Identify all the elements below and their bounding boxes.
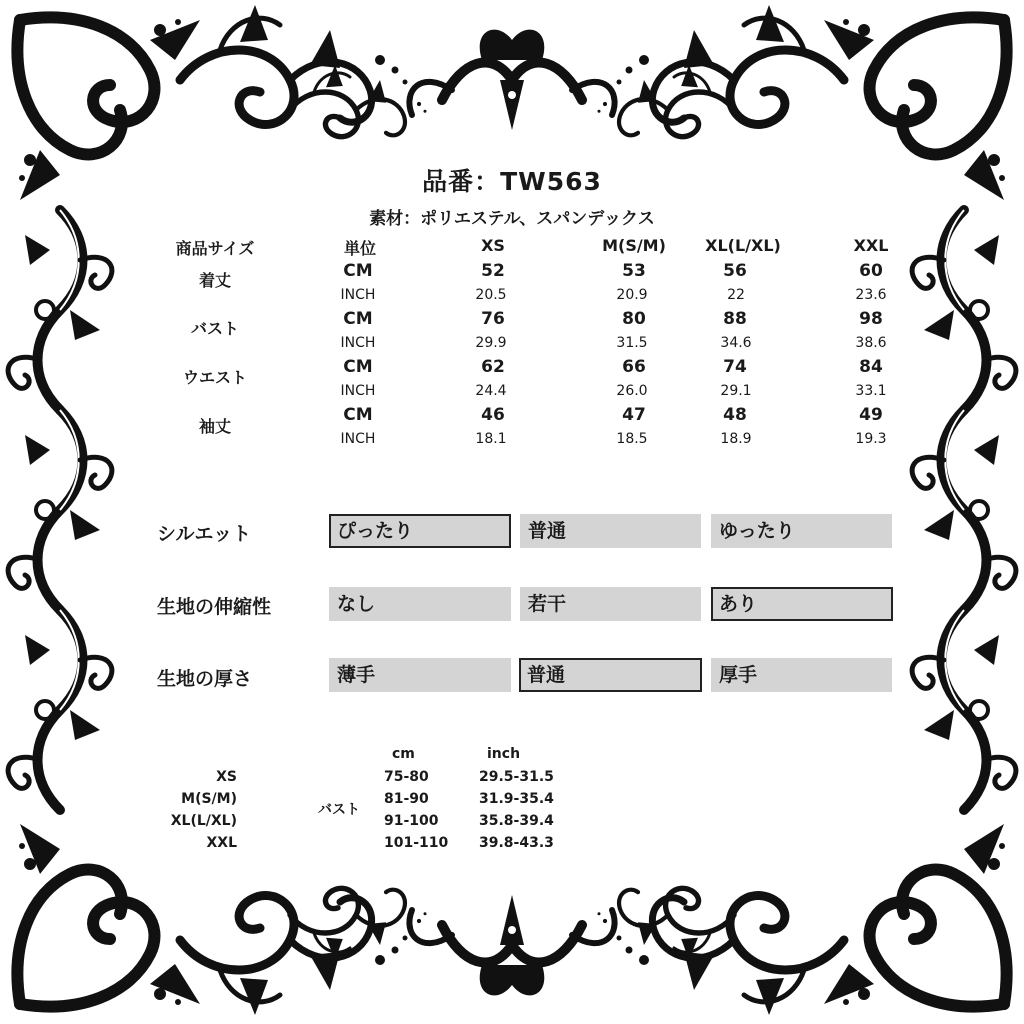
unit-cm: CM (343, 261, 373, 281)
bust-guide-inch: 39.8-43.3 (479, 835, 554, 851)
value-cm: 66 (622, 357, 646, 377)
value-inch: 22 (727, 287, 745, 303)
bust-guide-cm-header: cm (392, 746, 415, 762)
value-cm: 88 (723, 309, 747, 329)
unit-inch: INCH (340, 383, 376, 399)
value-inch: 18.1 (475, 431, 507, 447)
thickness-option-1: 普通 (519, 658, 702, 692)
bust-guide-size: M(S/M) (181, 791, 237, 807)
header-unit: 単位 (343, 239, 377, 258)
value-inch: 20.5 (475, 287, 507, 303)
value-inch: 24.4 (475, 383, 507, 399)
value-inch: 23.6 (855, 287, 887, 303)
value-inch: 34.6 (720, 335, 752, 351)
stretch-option-2: あり (711, 587, 893, 621)
product-title: 品番：TW563 (422, 167, 602, 196)
row-label-waist: ウエスト (182, 368, 248, 387)
value-cm: 80 (622, 309, 646, 329)
value-cm: 76 (481, 309, 505, 329)
silhouette-option-2: ゆったり (711, 514, 892, 548)
value-inch: 20.9 (616, 287, 648, 303)
bust-guide-cm: 81-90 (384, 791, 429, 807)
header-m: M(S/M) (602, 236, 666, 255)
thickness-label: 生地の厚さ (157, 668, 253, 690)
bust-guide-size: XL(L/XL) (170, 813, 237, 829)
header-xxl: XXL (853, 236, 889, 255)
unit-cm: CM (343, 357, 373, 377)
bust-guide-cm: 101-110 (384, 835, 449, 851)
unit-inch: INCH (340, 335, 376, 351)
silhouette-label: シルエット (157, 523, 252, 545)
value-cm: 52 (481, 261, 505, 281)
bust-guide-inch-header: inch (487, 746, 521, 762)
bust-guide-inch: 35.8-39.4 (479, 813, 554, 829)
value-cm: 98 (859, 309, 883, 329)
value-cm: 46 (481, 405, 505, 425)
value-cm: 47 (622, 405, 646, 425)
value-inch: 33.1 (855, 383, 887, 399)
unit-inch: INCH (340, 431, 376, 447)
value-cm: 53 (622, 261, 646, 281)
value-inch: 31.5 (616, 335, 648, 351)
unit-cm: CM (343, 309, 373, 329)
value-cm: 62 (481, 357, 505, 377)
value-cm: 56 (723, 261, 747, 281)
thickness-option-0: 薄手 (329, 658, 511, 692)
thickness-option-2: 厚手 (711, 658, 892, 692)
bust-guide-size: XXL (206, 835, 237, 851)
value-cm: 60 (859, 261, 883, 281)
stretch-option-1: 若干 (520, 587, 701, 621)
value-inch: 29.9 (475, 335, 507, 351)
bust-guide-inch: 29.5-31.5 (479, 769, 554, 785)
value-cm: 74 (723, 357, 747, 377)
value-cm: 84 (859, 357, 883, 377)
value-inch: 38.6 (855, 335, 887, 351)
silhouette-option-1: 普通 (520, 514, 701, 548)
value-inch: 18.9 (720, 431, 752, 447)
stretch-option-0: なし (329, 587, 511, 621)
value-inch: 26.0 (616, 383, 648, 399)
bust-guide-cm: 75-80 (384, 769, 429, 785)
value-cm: 48 (723, 405, 747, 425)
bust-guide-cm: 91-100 (384, 813, 439, 829)
row-label-bust: バスト (190, 319, 240, 338)
header-xs: XS (481, 236, 505, 255)
row-label-sleeve: 袖丈 (198, 417, 232, 436)
value-inch: 18.5 (616, 431, 648, 447)
header-size-label: 商品サイズ (175, 239, 255, 258)
material-text: 素材：ポリエステル、スパンデックス (369, 209, 655, 229)
unit-cm: CM (343, 405, 373, 425)
stretch-label: 生地の伸縮性 (157, 596, 272, 618)
value-inch: 29.1 (720, 383, 752, 399)
header-xl: XL(L/XL) (705, 236, 781, 255)
silhouette-option-0: ぴったり (329, 514, 511, 548)
bust-guide-inch: 31.9-35.4 (479, 791, 554, 807)
row-label-length: 着丈 (198, 271, 232, 290)
unit-inch: INCH (340, 287, 376, 303)
value-inch: 19.3 (855, 431, 887, 447)
bust-guide-label: バスト (318, 802, 360, 818)
value-cm: 49 (859, 405, 883, 425)
bust-guide-size: XS (216, 769, 237, 785)
